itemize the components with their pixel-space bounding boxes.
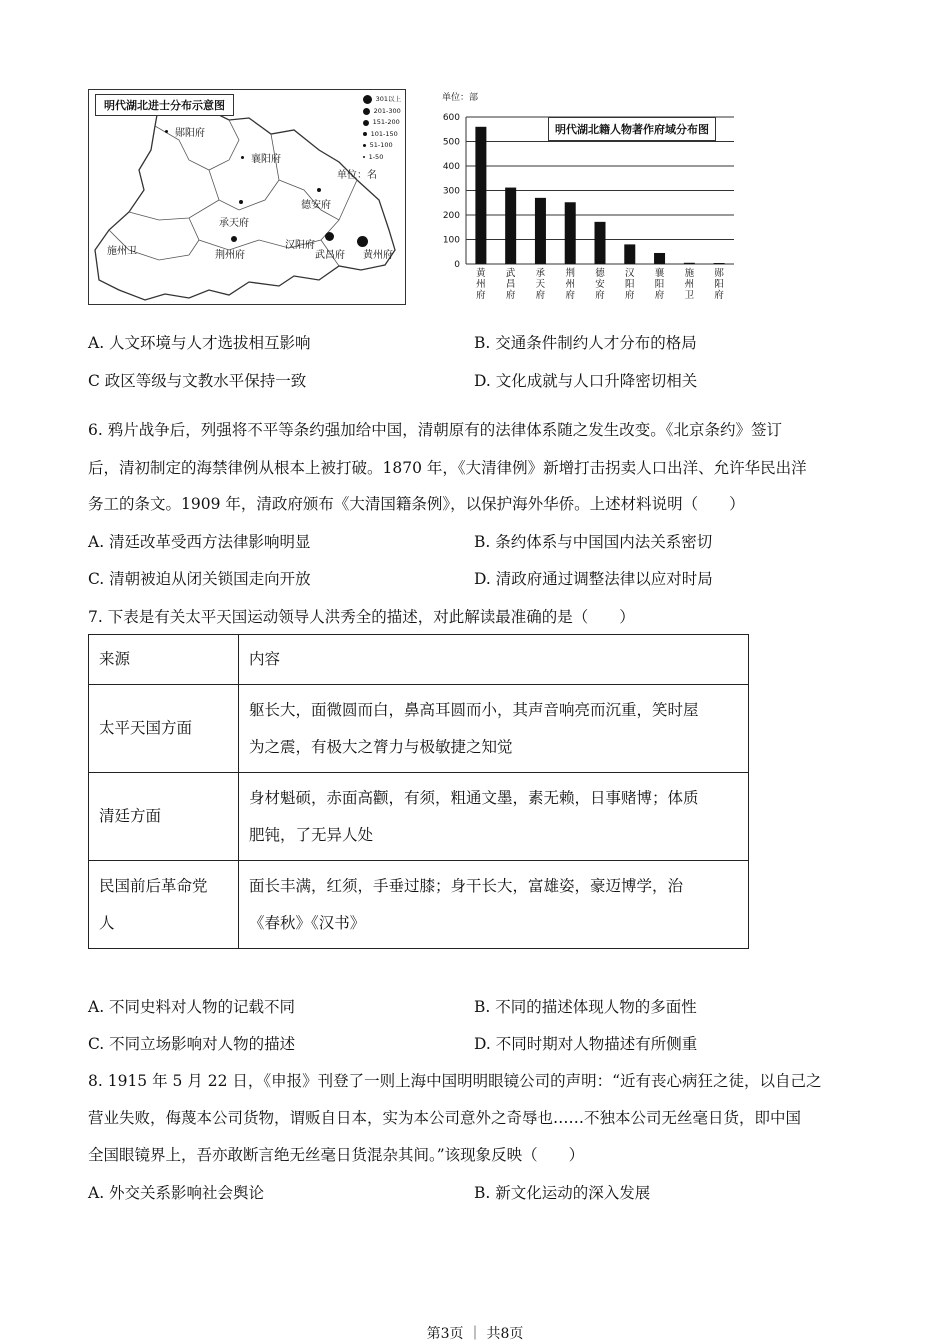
- y-tick-label: 300: [442, 186, 460, 197]
- city-dot-icon: [239, 200, 243, 204]
- q8-stem-line-3: 全国眼镜界上，吾亦敢断言绝无丝毫日货混杂其间。”该现象反映（ ）: [88, 1146, 585, 1164]
- city-dot-icon: [317, 188, 321, 192]
- q8-stem-line-1: 8. 1915 年 5 月 22 日，《申报》刊登了一则上海中国明明眼镜公司的声明：“近有丧心病狂之徒，以自己之: [88, 1072, 822, 1090]
- x-tick-label: 郧阳府: [714, 268, 724, 301]
- place-label: 黄州府: [363, 250, 393, 261]
- bar: [595, 222, 606, 264]
- city-dot-icon: [325, 232, 334, 241]
- place-label: 郧阳府: [175, 128, 205, 139]
- place-label: 施州卫: [107, 246, 137, 257]
- chart-unit-label: 单位：部: [442, 93, 479, 103]
- q7-table: [88, 634, 749, 949]
- page-footer: 第3页 ｜ 共8页: [426, 1326, 524, 1342]
- legend-dot-icon: [363, 120, 369, 126]
- row-content: 躯长大，面微圆而白，鼻高耳圆而小，其声音响亮而沉重，笑时屋 为之震，有极大之膂力与极敏捷之知觉: [239, 685, 749, 773]
- q7-option-c: C. 不同立场影响对人物的描述: [88, 1035, 296, 1053]
- q6-stem-line-3: 务工的条文。1909 年，清政府颁布《大清国籍条例》，以保护海外华侨。上述材料说明（ ）: [88, 495, 745, 513]
- jinshi-distribution-map: [88, 89, 406, 305]
- q6-stem-line-1: 6. 鸦片战争后，列强将不平等条约强加给中国，清朝原有的法律体系随之发生改变。《北京条约》签订: [88, 421, 782, 439]
- x-tick-label: 汉阳府: [625, 268, 635, 301]
- q8-option-a: A. 外交关系影响社会舆论: [88, 1184, 265, 1202]
- x-tick-label: 德安府: [595, 268, 605, 301]
- q5-option-a: A. 人文环境与人才选拔相互影响: [88, 334, 311, 352]
- city-dot-icon: [165, 130, 168, 133]
- map-outline: [89, 90, 405, 304]
- bar: [714, 263, 725, 264]
- place-label: 襄阳府: [251, 154, 281, 165]
- y-tick-label: 400: [442, 162, 460, 172]
- legend-dot-icon: [363, 95, 372, 104]
- table-row: [89, 861, 749, 949]
- place-label: 武昌府: [315, 250, 345, 261]
- x-tick-label: 襄阳府: [654, 268, 665, 301]
- bar: [535, 198, 546, 264]
- y-tick-label: 100: [442, 235, 460, 246]
- q7-stem: 7. 下表是有关太平天国运动领导人洪秀全的描述，对此解读最准确的是（ ）: [88, 608, 635, 626]
- bar: [475, 127, 486, 264]
- bar: [624, 244, 635, 264]
- header-source: 来源: [89, 635, 239, 685]
- legend-dot-icon: [363, 156, 365, 158]
- q6-option-c: C. 清朝被迫从闭关锁国走向开放: [88, 570, 311, 588]
- place-label: 承天府: [219, 218, 249, 229]
- bar: [505, 188, 516, 264]
- x-tick-label: 荆州府: [565, 268, 575, 301]
- x-tick-label: 施州卫: [684, 268, 695, 301]
- q6-option-a: A. 清廷改革受西方法律影响明显: [88, 533, 311, 551]
- place-label: 德安府: [301, 200, 331, 211]
- y-tick-label: 0: [454, 260, 460, 270]
- x-tick-label: 承天府: [535, 268, 546, 301]
- q5-option-b: B. 交通条件制约人才分布的格局: [474, 334, 697, 352]
- y-tick-label: 200: [442, 211, 460, 221]
- row-content: 面长丰满，红须，手垂过膝；身干长大，富雄姿，豪迈博学，治 《春秋》《汉书》: [239, 861, 749, 949]
- bar: [684, 263, 695, 264]
- y-tick-label: 600: [442, 113, 460, 123]
- header-content: 内容: [239, 635, 749, 685]
- row-source: 太平天国方面: [89, 685, 239, 773]
- q5-option-c: C 政区等级与文教水平保持一致: [88, 372, 307, 390]
- map-title: 明代湖北进士分布示意图: [95, 94, 234, 116]
- x-tick-label: 黄州府: [476, 268, 486, 301]
- y-tick-label: 500: [442, 137, 460, 148]
- q7-option-b: B. 不同的描述体现人物的多面性: [474, 998, 697, 1016]
- q7-option-a: A. 不同史料对人物的记载不同: [88, 998, 296, 1016]
- place-label: 荆州府: [215, 250, 245, 261]
- row-source: 清廷方面: [89, 773, 239, 861]
- legend-dot-icon: [363, 132, 367, 136]
- q6-option-b: B. 条约体系与中国国内法关系密切: [474, 533, 713, 551]
- map-unit-label: 单位：名: [337, 170, 377, 181]
- q8-option-b: B. 新文化运动的深入发展: [474, 1184, 651, 1202]
- q7-option-d: D. 不同时期对人物描述有所侧重: [474, 1035, 698, 1053]
- table-row: [89, 773, 749, 861]
- legend-dot-icon: [363, 108, 370, 115]
- map-legend: 301以上 201-300 151-200 101-150 51-100 1-50: [363, 94, 401, 163]
- bar: [654, 253, 665, 264]
- table-header-row: [89, 635, 749, 685]
- q6-stem-line-2: 后，清初制定的海禁律例从根本上被打破。1870 年，《大清律例》新增打击拐卖人口出洋、允许华民出洋: [88, 459, 807, 477]
- q5-option-d: D. 文化成就与人口升降密切相关: [474, 372, 698, 390]
- x-tick-label: 武昌府: [505, 268, 516, 301]
- q6-option-d: D. 清政府通过调整法律以应对时局: [474, 570, 713, 588]
- table-row: [89, 685, 749, 773]
- bar: [565, 202, 576, 264]
- chart-title: 明代湖北籍人物著作府域分布图: [548, 117, 716, 141]
- q8-stem-line-2: 营业失败，侮蔑本公司货物，谓贩自日本，实为本公司意外之奇辱也……不独本公司无丝毫日货，即中国: [88, 1109, 802, 1127]
- place-label: 汉阳府: [285, 240, 315, 251]
- row-source: 民国前后革命党 人: [89, 861, 239, 949]
- city-dot-icon: [231, 236, 237, 242]
- city-dot-icon: [241, 156, 244, 159]
- legend-dot-icon: [363, 144, 366, 147]
- row-content: 身材魁硕，赤面高颧，有须，粗通文墨，素无赖，日事赌博；体质 肥钝，了无异人处: [239, 773, 749, 861]
